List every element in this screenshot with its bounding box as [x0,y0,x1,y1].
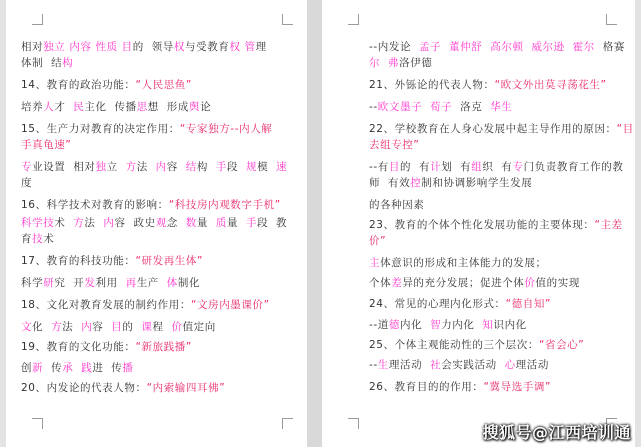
text-line [369,122,634,136]
text-segment: 生产 [136,277,167,289]
text-segment: 体制 结 [21,57,63,69]
highlighted-text: 生 [377,359,389,371]
highlighted-text: 弗 [388,57,400,69]
text-line [21,254,203,268]
highlighted-text: 方 [125,161,137,173]
mnemonic-text: “主差 [594,219,623,231]
text-segment: 值的实现 [535,277,580,289]
text-segment: 24、常见的心理内化形式： [369,298,506,310]
text-segment: --道 [369,319,389,331]
text-segment: 术 [43,233,55,245]
text-segment: 段 教 [257,217,288,229]
text-segment: 的 领导 [132,41,174,53]
highlighted-text: 性质 [95,41,118,53]
text-segment: 个体 [369,277,392,289]
page-gutter [307,0,322,447]
highlighted-text: 目 [111,321,123,333]
text-segment [422,101,430,113]
text-line [369,40,625,54]
highlighted-text: 新 [32,362,44,374]
text-segment: --有 [369,161,389,173]
text-line [21,340,192,354]
text-line [21,78,192,92]
mnemonic-text: “德自知” [505,298,552,310]
text-segment: 门负责教育工作的教 [523,161,624,173]
text-segment: 与受教育 [185,41,230,53]
text-line [21,122,272,136]
mnemonic-text: 去组专控” [369,139,420,151]
text-segment: -- [369,101,378,113]
text-line [21,176,32,190]
text-segment: 洛伊德 [399,57,433,69]
text-segment: 量 [196,217,216,229]
text-segment: 业设置 相对 [32,161,96,173]
highlighted-text: 墨子 [399,101,423,113]
text-segment: 论 [200,101,212,113]
text-segment: 格赛 [594,41,625,53]
text-line [21,56,73,70]
text-segment: 15、生产力对教育的决定作用： [21,123,180,135]
highlighted-text: 内容 [65,41,96,53]
crop-mark [348,418,359,429]
highlighted-text: 播 [122,362,134,374]
text-segment: 19、教育的文化功能： [21,341,136,353]
text-segment: 程 [152,321,172,333]
text-line [369,198,425,212]
highlighted-text: 技 [32,233,44,245]
text-segment: 立 [106,161,126,173]
text-segment: 识内化 [493,319,527,331]
text-segment: 师 有效 [369,177,411,189]
text-segment: 化 [32,321,52,333]
mnemonic-text: “新旅践播” [135,341,192,353]
text-segment [565,41,573,53]
highlighted-text: 德 [388,319,400,331]
text-segment: 的 [122,321,142,333]
text-segment: 理活动 [515,359,549,371]
mnemonic-text: “冀导选手调” [483,381,552,393]
crop-mark [32,14,43,25]
highlighted-text: 手 [215,161,227,173]
text-segment: 20、内发论的代表人物： [21,382,147,394]
text-line [21,298,270,312]
mnemonic-text: “省会心” [538,339,585,351]
text-line [369,176,532,190]
highlighted-text: 课 [141,321,153,333]
text-line [21,100,211,114]
highlighted-text: 数 [185,217,197,229]
text-line [369,218,623,232]
text-segment: 度 [21,177,33,189]
highlighted-text: 承 [62,362,74,374]
highlighted-text: 知 [482,319,494,331]
text-segment: 力内化 [441,319,483,331]
highlighted-text: 发 [84,277,96,289]
highlighted-text: 舆 [188,101,201,113]
text-line [369,358,549,372]
highlighted-text: 权 [173,41,186,53]
text-segment: 传 [43,362,63,374]
text-line [21,320,216,334]
highlighted-text: 践 [81,362,93,374]
text-segment: 念 [166,217,186,229]
mnemonic-text: 价” [369,235,387,247]
text-line [369,234,386,248]
text-segment: 想 形成 [147,101,189,113]
highlighted-text: 体 [166,277,178,289]
highlighted-text: 速 [276,161,288,173]
text-segment: 18、文化对教育发展的制约作用： [21,299,191,311]
text-line [369,160,623,174]
text-segment: 究 开 [54,277,85,289]
text-line [369,338,584,352]
text-segment: 内化 [400,319,431,331]
text-segment: 值定向 [182,321,216,333]
text-segment: 洛克 [452,101,491,113]
text-segment: 17、教育的科技功能： [21,255,136,267]
crop-mark [32,418,43,429]
text-segment: 容 政史 [114,217,156,229]
watermark: 搜狐号@江西培训通 [482,423,631,442]
text-segment: 异的充分发展；促进个体 [402,277,525,289]
highlighted-text: 手 [245,217,258,229]
text-segment: 法 [62,321,82,333]
highlighted-text: 人 [43,101,55,113]
mnemonic-text: “文房内墨课价” [190,299,270,311]
mnemonic-text: “目 [616,123,634,135]
text-line [369,56,432,70]
text-segment: 主化 传播 [84,101,137,113]
highlighted-text: 心 [504,359,516,371]
text-segment: 22、学校教育在人身心发展中起主导作用的原因： [369,123,617,135]
highlighted-text: 科学技 [21,217,55,229]
highlighted-text: 民 [73,101,85,113]
highlighted-text: 权 [229,41,241,53]
highlighted-text: 方 [51,321,63,333]
highlighted-text: 控 [410,177,422,189]
highlighted-text: 内 [155,161,167,173]
highlighted-text: 再 [125,277,137,289]
highlighted-text: 专 [512,161,524,173]
text-line [21,198,281,212]
text-segment: 的各种因素 [369,199,425,211]
text-segment: -- [369,359,378,371]
highlighted-text: 专 [21,161,33,173]
text-segment: 21、外铄论的代表人物： [369,79,495,91]
highlighted-text: 文 [21,321,33,333]
text-segment: 利用 [95,277,126,289]
mnemonic-text: 手真龟速” [21,139,72,151]
highlighted-text: 思 [136,101,148,113]
text-segment: 容 [92,321,112,333]
highlighted-text: 价 [171,321,183,333]
highlighted-text: 威尔逊 [531,41,565,53]
text-segment: 模 [257,161,277,173]
text-segment: 制化 [177,277,201,289]
text-segment: 织 有 [482,161,513,173]
highlighted-text: 董仲舒 [449,41,483,53]
text-segment: 创 [21,362,33,374]
text-line [369,138,419,152]
highlighted-text: 华生 [490,101,513,113]
highlighted-text: 智 [430,319,442,331]
highlighted-text: 主 [369,257,381,269]
crop-mark [606,14,617,25]
highlighted-text: 差 [391,277,403,289]
highlighted-text: 规 [245,161,258,173]
right-page [322,0,635,447]
text-line [21,40,267,54]
highlighted-text: 方 [73,217,85,229]
text-line [369,380,551,394]
text-segment: 术 [54,217,74,229]
highlighted-text: 独 [95,161,107,173]
left-page [6,0,307,447]
text-segment: 的 有 [400,161,431,173]
text-segment: 法 [84,217,104,229]
highlighted-text: 目 [117,41,133,53]
text-segment: 23、教育的个体个性化发展功能的主要体现： [369,219,595,231]
text-segment [380,57,388,69]
text-segment: 16、科学技术对教育的影响： [21,199,169,211]
text-line [21,276,200,290]
highlighted-text: 目 [388,161,400,173]
highlighted-text: 构 [62,57,74,69]
highlighted-text: 结 [185,161,197,173]
highlighted-text: 霍尔 [572,41,595,53]
highlighted-text: 孟子 [418,41,442,53]
text-segment: 才 [54,101,74,113]
text-line [369,78,607,92]
text-line [21,381,225,395]
text-line [21,216,287,230]
highlighted-text: 观 [155,217,167,229]
mnemonic-text: “人民思鱼” [135,79,192,91]
highlighted-text: 组 [471,161,483,173]
text-segment [441,41,449,53]
text-line [21,160,287,174]
text-line [21,138,71,152]
highlighted-text: 独立 [43,41,66,53]
text-segment: 构 [196,161,216,173]
text-segment: 14、教育的政治功能： [21,79,136,91]
highlighted-text: 社 [430,359,442,371]
text-segment: 26、教育目的的作用： [369,381,484,393]
mnemonic-text: “研发再生体” [135,255,204,267]
text-segment: 容 [166,161,186,173]
text-line [21,232,54,246]
text-segment: 划 有 [441,161,472,173]
mnemonic-text: “欧文外出莫寻荡花生” [494,79,607,91]
highlighted-text: 管 [240,41,256,53]
mnemonic-text: “专家独方--内人解 [179,123,273,135]
highlighted-text: 欧文 [377,101,400,113]
text-segment: 相对 [21,41,44,53]
text-segment: 理活动 [388,359,431,371]
crop-mark [282,418,293,429]
highlighted-text: 内 [81,321,93,333]
text-segment: 制和协调影响学生发展 [421,177,533,189]
text-segment: 段 [226,161,246,173]
text-segment: 法 [136,161,156,173]
crop-mark [348,14,359,25]
highlighted-text: 尔 [369,57,381,69]
text-segment: 理 [255,41,267,53]
text-segment: 量 [226,217,246,229]
text-segment: 体意识的形成和主体能力的发展； [380,257,547,269]
highlighted-text: 计 [430,161,442,173]
highlighted-text: 高尔顿 [490,41,524,53]
text-segment: 科学 [21,277,44,289]
mnemonic-text: “内索输四耳佛” [146,382,226,394]
text-segment: 育 [21,233,33,245]
text-line [369,100,512,114]
text-segment: 25、个体主观能动性的三个层次： [369,339,539,351]
text-segment: 进 传 [92,362,123,374]
text-line [369,276,580,290]
text-segment: 培养 [21,101,44,113]
crop-mark [282,14,293,25]
highlighted-text: 研 [43,277,55,289]
text-segment: --内发论 [369,41,419,53]
text-line [369,318,527,332]
text-line [369,256,547,270]
highlighted-text: 质 [215,217,227,229]
mnemonic-text: “科技房内观数字手机” [168,199,281,211]
text-line [21,361,134,375]
text-segment: 会实践活动 [441,359,505,371]
highlighted-text: 内 [103,217,115,229]
highlighted-text: 荀子 [430,101,453,113]
text-line [369,297,551,311]
highlighted-text: 价 [524,277,536,289]
